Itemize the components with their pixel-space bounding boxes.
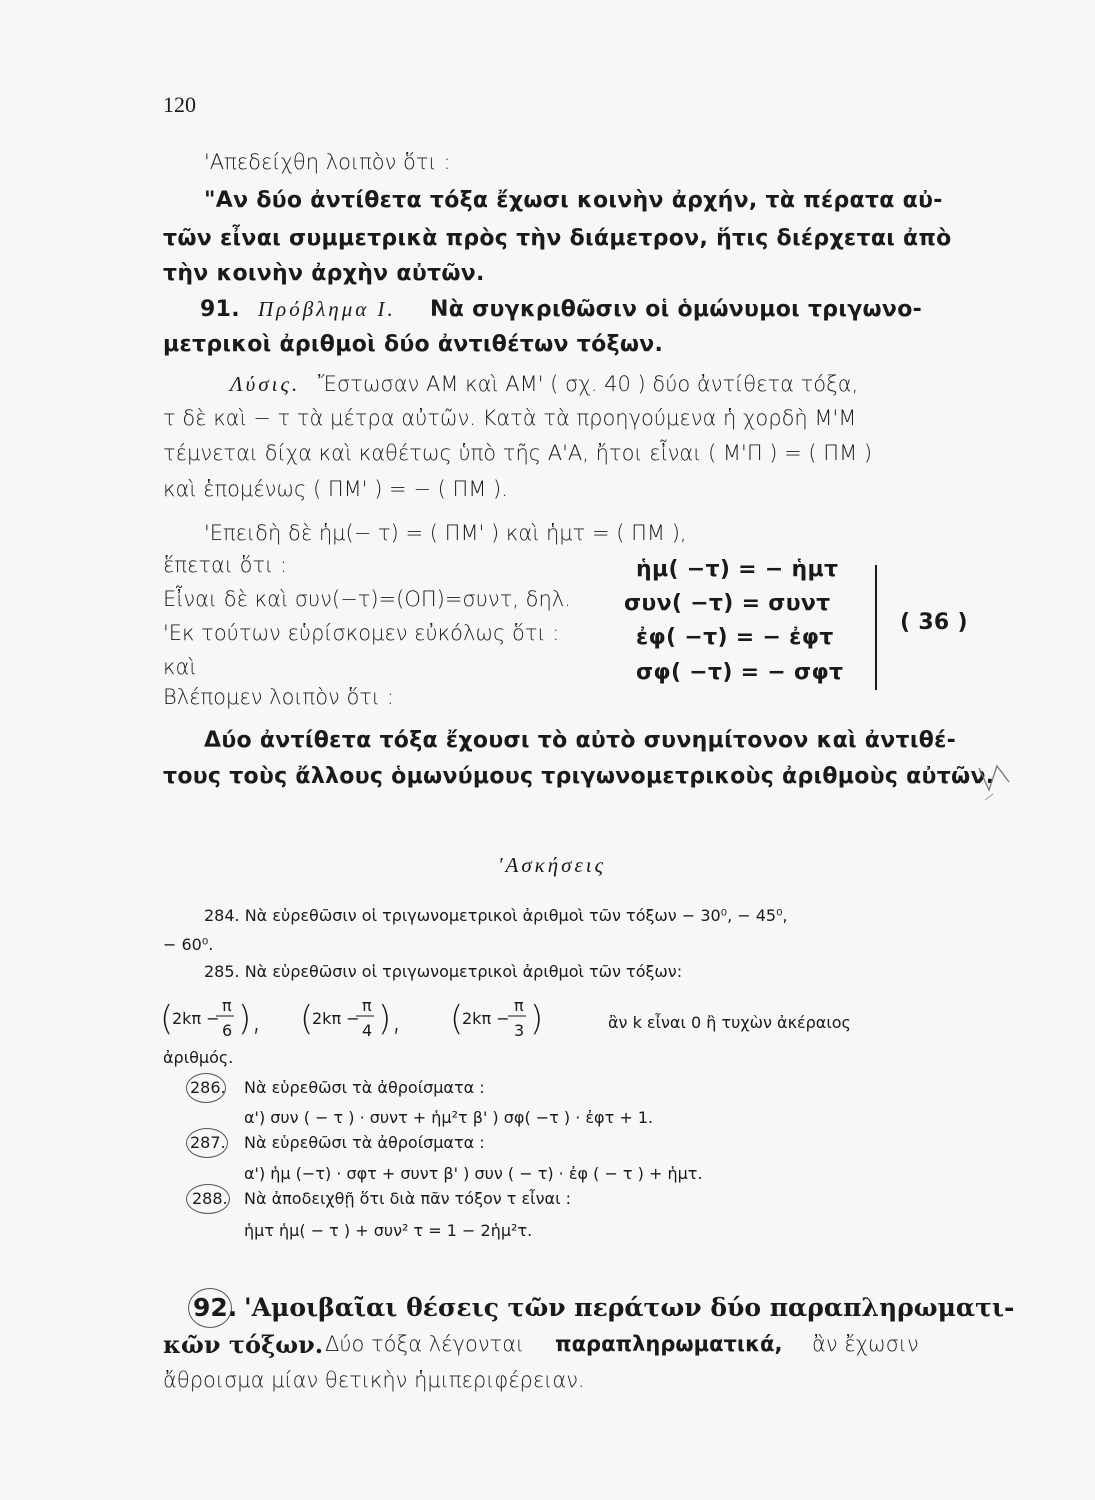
exercise-287-number: 287. [190,1133,226,1152]
section-92-text-2: ἂν ἔχωσιν [812,1332,919,1356]
exercise-286-number: 286. [190,1078,226,1097]
section-92-title-2: κῶν τόξων. [163,1330,324,1359]
solution-line-7: Εἶναι δὲ καὶ συν(−τ)=(ΟΠ)=συντ, δηλ. [163,587,571,611]
formula-cos: συν( −τ) = συντ [624,591,831,616]
solution-line-5: 'Επειδὴ δὲ ἡμ(− τ) = ( ΠΜ' ) καὶ ἡμτ = ( ΠΜ ), [204,521,687,545]
svg-text:(: ( [450,999,464,1039]
frac3-num: π [514,996,524,1015]
exercise-285-fractions [160,996,620,1048]
frac2-num: π [362,996,372,1015]
svg-text:),: ), [378,999,403,1039]
section-92-title: 'Αμοιβαῖαι θέσεις τῶν περάτων δύο παραπληρωματι- [244,1293,1015,1322]
problem-line-1: Νὰ συγκριθῶσιν οἱ ὁμώνυμοι τριγωνο- [430,297,923,322]
solution-line-2: τ δὲ καὶ − τ τὰ μέτρα αὐτῶν. Κατὰ τὰ προηγούμενα ἡ χορδὴ Μ'Μ [163,406,857,430]
exercises-heading: 'Ασκήσεις [498,853,607,877]
page-number: 120 [163,92,196,117]
formula-cot: σφ( −τ) = − σφτ [636,660,844,685]
frac2-den: 4 [362,1021,373,1040]
problem-line-2: μετρικοὶ ἀριθμοὶ δύο ἀντιθέτων τόξων. [163,332,664,357]
exercise-288-formula: ἡμτ ἡμ( − τ ) + συν² τ = 1 − 2ἡμ²τ. [244,1221,533,1240]
frac2-prefix: 2kπ − [312,1009,360,1028]
frac1-prefix: 2kπ − [172,1009,220,1028]
svg-text:(: ( [160,999,174,1039]
conclusion-line-1: Δύο ἀντίθετα τόξα ἔχουσι τὸ αὐτὸ συνημίτονον καὶ ἀντιθέ- [204,728,957,753]
section-92-number: 92. [193,1293,238,1322]
solution-line-4: καὶ ἑπομένως ( ΠΜ' ) = − ( ΠΜ ). [163,477,508,501]
theorem-line-3: τὴν κοινὴν ἀρχὴν αὐτῶν. [163,261,485,286]
formula-sin: ἡμ( −τ) = − ἡμτ [636,557,839,582]
exercise-285-line-1: 285. Νὰ εὑρεθῶσιν οἱ τριγωνομετρικοὶ ἀριθμοὶ τῶν τόξων: [204,962,683,981]
frac1-num: π [222,996,232,1015]
solution-line-6: ἕπεται ὅτι : [163,553,288,577]
solution-label: Λύσις. [230,372,301,396]
exercise-287-text: Νὰ εὑρεθῶσι τὰ ἀθροίσματα : [244,1133,485,1152]
svg-text:): ) [530,999,544,1039]
section-92-text-1: Δύο τόξα λέγονται [325,1332,525,1356]
solution-line-3: τέμνεται δίχα καὶ καθέτως ὑπὸ τῆς Α'Α, ἤτοι εἶναι ( Μ'Π ) = ( ΠΜ ) [163,441,873,465]
section-92-line-2: ἄθροισμα μίαν θετικὴν ἡμιπεριφέρειαν. [163,1368,585,1392]
exercise-284-line-2: − 60⁰. [163,935,214,954]
exercise-288-text: Νὰ ἀποδειχθῇ ὅτι διὰ πᾶν τόξον τ εἶναι : [244,1189,571,1208]
conclusion-line-2: τους τοὺς ἄλλους ὁμωνύμους τριγωνομετρικοὺς ἀριθμοὺς αὐτῶν. [163,764,995,789]
exercise-285-tail: ἂν k εἶναι 0 ἢ τυχὼν ἀκέραιος [608,1013,851,1032]
problem-label: Πρόβλημα Ι. [258,297,396,321]
intro-text: 'Απεδείχθη λοιπὸν ὅτι : [204,150,451,174]
problem-number: 91. [200,297,240,322]
solution-line-1: Ἔστωσαν ΑΜ καὶ ΑΜ' ( σχ. 40 ) δύο ἀντίθετα τόξα, [318,372,859,396]
solution-line-9: καὶ [163,655,197,679]
exercise-285-line-3: ἀριθμός. [163,1048,234,1067]
theorem-line-2: τῶν εἶναι συμμετρικὰ πρὸς τὴν διάμετρον, ἥτις διέρχεται ἀπὸ [163,226,952,251]
equation-number: ( 36 ) [900,610,968,635]
svg-text:),: ), [238,999,263,1039]
frac3-prefix: 2kπ − [462,1009,510,1028]
exercise-286-parts: α') συν ( − τ ) · συντ + ἡμ²τ β' ) σφ( −τ ) · ἐφτ + 1. [244,1108,654,1127]
exercise-286-text: Νὰ εὑρεθῶσι τὰ ἀθροίσματα : [244,1078,485,1097]
exercise-288-number: 288. [192,1189,228,1208]
solution-line-8: 'Εκ τούτων εὑρίσκομεν εὐκόλως ὅτι : [163,621,560,645]
pencil-mark-icon [975,760,1015,810]
formula-tan: ἐφ( −τ) = − ἐφτ [636,625,834,650]
solution-line-10: Βλέπομεν λοιπὸν ὅτι : [163,685,394,709]
theorem-line-1: "Αν δύο ἀντίθετα τόξα ἔχωσι κοινὴν ἀρχήν, τὰ πέρατα αὐ- [204,188,943,213]
frac3-den: 3 [514,1021,525,1040]
exercise-287-parts: α') ἡμ (−τ) · σφτ + συντ β' ) συν ( − τ) · ἐφ ( − τ ) + ἡμτ. [244,1164,703,1183]
frac1-den: 6 [222,1021,233,1040]
exercise-285-expression [140,970,141,971]
svg-text:(: ( [300,999,314,1039]
exercise-284-line-1: 284. Νὰ εὑρεθῶσιν οἱ τριγωνομετρικοὶ ἀριθμοὶ τῶν τόξων − 30⁰, − 45⁰, [204,906,788,925]
formula-brace [875,565,885,690]
section-92-term: παραπληρωματικά, [555,1332,783,1356]
